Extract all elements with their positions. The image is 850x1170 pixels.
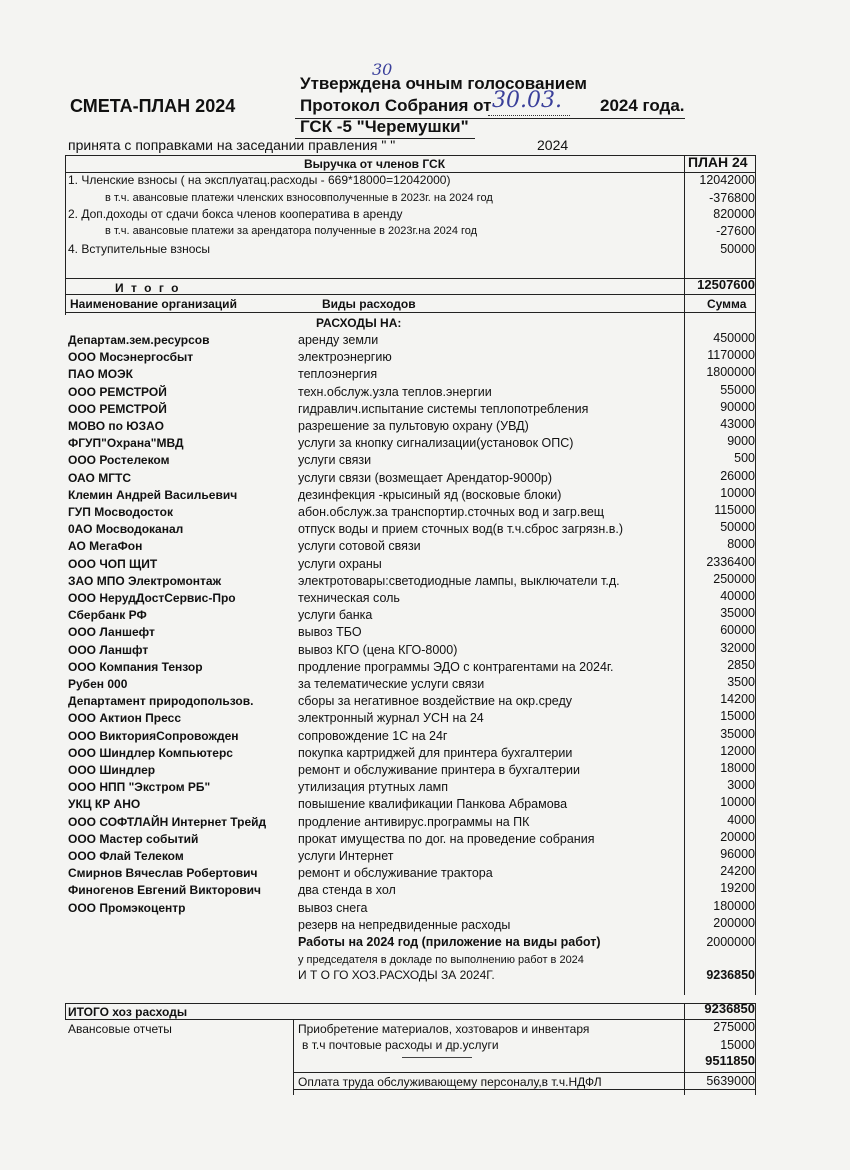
expense-org: Рубен 000 bbox=[68, 677, 128, 691]
expense-org: 0АО Мосводоканал bbox=[68, 522, 184, 536]
postal-text: в т.ч почтовые расходы и др.услуги bbox=[302, 1038, 499, 1052]
expense-amount: 250000 bbox=[713, 572, 755, 586]
expense-type: продление программы ЭДО с контрагентами на 2024г. bbox=[298, 660, 614, 674]
expense-org: ООО Мосэнергосбыт bbox=[68, 350, 194, 364]
expense-org: ООО РЕМСТРОЙ bbox=[68, 402, 167, 416]
expense-type: услуги за кнопку сигнализации(установок ОПС) bbox=[298, 436, 574, 450]
expense-type: сборы за негативное воздействие на окр.среду bbox=[298, 694, 572, 708]
expense-type: за телематические услуги связи bbox=[298, 677, 485, 691]
expense-amount: 15000 bbox=[720, 709, 755, 723]
accepted-year: 2024 bbox=[537, 137, 569, 153]
expense-org: ФГУП"Охрана"МВД bbox=[68, 436, 184, 450]
expense-type: ремонт и обслуживание трактора bbox=[298, 866, 493, 880]
revenue-item-text: 2. Доп.доходы от сдачи бокса членов кооператива в аренду bbox=[68, 207, 403, 221]
revenue-item-amount: 50000 bbox=[720, 242, 755, 256]
protocol-date: 30.03. bbox=[492, 88, 562, 113]
protocol-year: 2024 года. bbox=[600, 96, 685, 115]
expense-org: Сбербанк РФ bbox=[68, 608, 147, 622]
expense-amount: 1800000 bbox=[706, 365, 755, 379]
expense-type: техн.обслуж.узла теплов.энергии bbox=[298, 385, 492, 399]
expense-org: ООО НерудДостСервис-Про bbox=[68, 591, 236, 605]
expense-type: услуги связи (возмещает Арендатор-9000р) bbox=[298, 471, 553, 485]
expense-type: абон.обслуж.за транспортир.сточных вод и загр.вещ bbox=[298, 505, 605, 519]
expense-org: МОВО по ЮЗАО bbox=[68, 419, 165, 433]
expense-org: ООО Ростелеком bbox=[68, 453, 170, 467]
expense-org: ООО РЕМСТРОЙ bbox=[68, 385, 167, 399]
expense-amount: 96000 bbox=[720, 847, 755, 861]
expense-amount: 8000 bbox=[727, 537, 755, 551]
expense-org: ООО Ланшфт bbox=[68, 643, 149, 657]
expense-amount: 19200 bbox=[720, 881, 755, 895]
expense-type: услуги банка bbox=[298, 608, 373, 622]
expense-type: электронный журнал УСН на 24 bbox=[298, 711, 484, 725]
expense-type: вывоз КГО (цена КГО-8000) bbox=[298, 643, 458, 657]
expense-amount: 26000 bbox=[720, 469, 755, 483]
expense-amount: 200000 bbox=[713, 916, 755, 930]
materials-text: Приобретение материалов, хозтоваров и инвентаря bbox=[298, 1022, 590, 1036]
approved-line: Утверждена очным голосованием bbox=[300, 74, 587, 93]
expense-amount: 500 bbox=[734, 451, 755, 465]
expense-org: УКЦ КР АНО bbox=[68, 797, 141, 811]
expense-org: ООО СОФТЛАЙН Интернет Трейд bbox=[68, 815, 267, 829]
expense-amount: 32000 bbox=[720, 641, 755, 655]
expense-org: ООО Шиндлер Компьютерс bbox=[68, 746, 233, 760]
works-amount: 2000000 bbox=[706, 935, 755, 949]
expense-amount: 60000 bbox=[720, 623, 755, 637]
revenue-header: Выручка от членов ГСК bbox=[304, 157, 446, 171]
org-name: ГСК -5 "Черемушки" bbox=[300, 117, 469, 136]
expense-amount: 35000 bbox=[720, 727, 755, 741]
expense-amount: 43000 bbox=[720, 417, 755, 431]
expense-type: техническая соль bbox=[298, 591, 400, 605]
expense-type: продление антивирус.программы на ПК bbox=[298, 815, 530, 829]
subtotal-amount: 9511850 bbox=[705, 1053, 755, 1068]
revenue-item-text: в т.ч. авансовые платежи за арендатора полученные в 2023г.на 2024 год bbox=[105, 225, 478, 237]
expense-type: повышение квалификации Панкова Абрамова bbox=[298, 797, 568, 811]
expense-amount: 12000 bbox=[720, 744, 755, 758]
expense-amount: 18000 bbox=[720, 761, 755, 775]
expense-type: прокат имущества по дог. на проведение собрания bbox=[298, 832, 595, 846]
expense-type: резерв на непредвиденные расходы bbox=[298, 918, 511, 932]
expense-amount: 115000 bbox=[714, 503, 755, 517]
revenue-total-label: И т о г о bbox=[115, 281, 181, 295]
expense-type: электротовары:светодиодные лампы, выключатели т.д. bbox=[298, 574, 620, 588]
expense-type: утилизация ртутных ламп bbox=[298, 780, 449, 794]
expense-type: услуги сотовой связи bbox=[298, 539, 421, 553]
revenue-item-text: 4. Вступительные взносы bbox=[68, 242, 210, 256]
expense-type: гидравлич.испытание системы теплопотребления bbox=[298, 402, 589, 416]
expense-org: Департам.зем.ресурсов bbox=[68, 333, 210, 347]
expense-amount: 24200 bbox=[720, 864, 755, 878]
expense-type: ремонт и обслуживание принтера в бухгалтерии bbox=[298, 763, 581, 777]
expense-type: услуги связи bbox=[298, 453, 372, 467]
expense-org: ООО Актион Пресс bbox=[68, 711, 181, 725]
expense-type: отпуск воды и прием сточных вод(в т.ч.сброс загрязн.в.) bbox=[298, 522, 623, 536]
expense-type: услуги Интернет bbox=[298, 849, 394, 863]
expense-org: ООО ВикторияСопровожден bbox=[68, 729, 239, 743]
revenue-item-text: в т.ч. авансовые платежи членских взносовполученные в 2023г. на 2024 год bbox=[105, 192, 493, 204]
expense-type: электроэнергию bbox=[298, 350, 392, 364]
expense-org: ПАО МОЭК bbox=[68, 367, 133, 381]
expense-amount: 3500 bbox=[727, 675, 755, 689]
expense-org: ООО Промэкоцентр bbox=[68, 901, 186, 915]
expense-org: Финогенов Евгений Викторович bbox=[68, 883, 262, 897]
expense-org: ЗАО МПО Электромонтаж bbox=[68, 574, 222, 588]
expense-amount: 55000 bbox=[720, 383, 755, 397]
expense-type: дезинфекция -крысиный яд (восковые блоки) bbox=[298, 488, 562, 502]
expense-type: аренду земли bbox=[298, 333, 379, 347]
expense-amount: 10000 bbox=[720, 486, 755, 500]
works-line1: Работы на 2024 год (приложение на виды работ) bbox=[298, 935, 601, 949]
expense-type: сопровождение 1С на 24г bbox=[298, 729, 448, 743]
works-line2: у председателя в докладе по выполнению работ в 2024 bbox=[298, 954, 584, 966]
expense-org: Клемин Андрей Васильевич bbox=[68, 488, 238, 502]
expense-type: теплоэнергия bbox=[298, 367, 378, 381]
itogo-label: ИТОГО хоз расходы bbox=[68, 1005, 188, 1019]
expense-amount: 3000 bbox=[727, 778, 755, 792]
expense-amount: 40000 bbox=[720, 589, 755, 603]
expense-org: ООО Шиндлер bbox=[68, 763, 156, 777]
expense-amount: 14200 bbox=[720, 692, 755, 706]
revenue-item-amount: 820000 bbox=[713, 207, 755, 221]
expense-type: вывоз снега bbox=[298, 901, 368, 915]
postal-amount: 15000 bbox=[720, 1038, 755, 1052]
works-total-amount: 9236850 bbox=[706, 968, 755, 982]
expense-type: вывоз ТБО bbox=[298, 625, 362, 639]
revenue-item-amount: -27600 bbox=[716, 224, 755, 238]
col-sum-header: Сумма bbox=[707, 297, 747, 311]
expense-amount: 50000 bbox=[720, 520, 755, 534]
expense-amount: 20000 bbox=[720, 830, 755, 844]
salary-text: Оплата труда обслуживающему персоналу,в т.ч.НДФЛ bbox=[298, 1075, 602, 1089]
expense-org: ООО Ланшефт bbox=[68, 625, 155, 639]
revenue-total-amount: 12507600 bbox=[697, 277, 755, 292]
revenue-item-amount: -376800 bbox=[709, 191, 755, 205]
expense-org: ОАО МГТС bbox=[68, 471, 132, 485]
expense-amount: 180000 bbox=[713, 899, 755, 913]
expense-org: ООО Мастер событий bbox=[68, 832, 199, 846]
plan-header: ПЛАН 24 bbox=[688, 154, 748, 170]
works-total-label: И Т О ГО ХОЗ.РАСХОДЫ ЗА 2024Г. bbox=[298, 968, 495, 982]
col-type-header: Виды расходов bbox=[322, 297, 416, 311]
expense-amount: 2850 bbox=[727, 658, 755, 672]
expense-org: ООО Флай Телеком bbox=[68, 849, 184, 863]
salary-amount: 5639000 bbox=[706, 1074, 755, 1088]
itogo-amount: 9236850 bbox=[704, 1001, 755, 1016]
expense-org: ГУП Мосводосток bbox=[68, 505, 173, 519]
expense-org: АО МегаФон bbox=[68, 539, 143, 553]
expense-org: ООО Компания Тензор bbox=[68, 660, 203, 674]
revenue-item-text: 1. Членские взносы ( на эксплуатац.расходы - 669*18000=12042000) bbox=[68, 173, 451, 187]
revenue-item-amount: 12042000 bbox=[699, 173, 755, 187]
col-org-header: Наименование организаций bbox=[70, 297, 237, 311]
expense-amount: 4000 bbox=[727, 813, 755, 827]
expense-type: разрешение за пультовую охрану (УВД) bbox=[298, 419, 529, 433]
advance-label: Авансовые отчеты bbox=[68, 1022, 172, 1036]
expense-amount: 90000 bbox=[720, 400, 755, 414]
expense-amount: 2336400 bbox=[706, 555, 755, 569]
accepted-line: принята с поправками на заседании правления " " bbox=[68, 137, 396, 153]
expense-amount: 9000 bbox=[727, 434, 755, 448]
expense-amount: 1170000 bbox=[707, 348, 755, 362]
expense-amount: 35000 bbox=[720, 606, 755, 620]
expense-amount: 10000 bbox=[720, 795, 755, 809]
expense-org: Департамент природопользов. bbox=[68, 694, 254, 708]
smeta-title: СМЕТА-ПЛАН 2024 bbox=[70, 96, 236, 116]
materials-amount: 275000 bbox=[713, 1020, 755, 1034]
expense-amount: 450000 bbox=[713, 331, 755, 345]
expense-type: услуги охраны bbox=[298, 557, 382, 571]
expense-org: Смирнов Вячеслав Робертович bbox=[68, 866, 258, 880]
expense-type: покупка картриджей для принтера бухгалтерии bbox=[298, 746, 573, 760]
expense-type: два стенда в хол bbox=[298, 883, 396, 897]
expense-org: ООО НПП "Экстром РБ" bbox=[68, 780, 211, 794]
section-title: РАСХОДЫ НА: bbox=[316, 316, 402, 330]
protocol-prefix: Протокол Собрания от bbox=[300, 96, 492, 115]
handwritten-day: 30 bbox=[372, 60, 393, 79]
expense-org: ООО ЧОП ЩИТ bbox=[68, 557, 158, 571]
